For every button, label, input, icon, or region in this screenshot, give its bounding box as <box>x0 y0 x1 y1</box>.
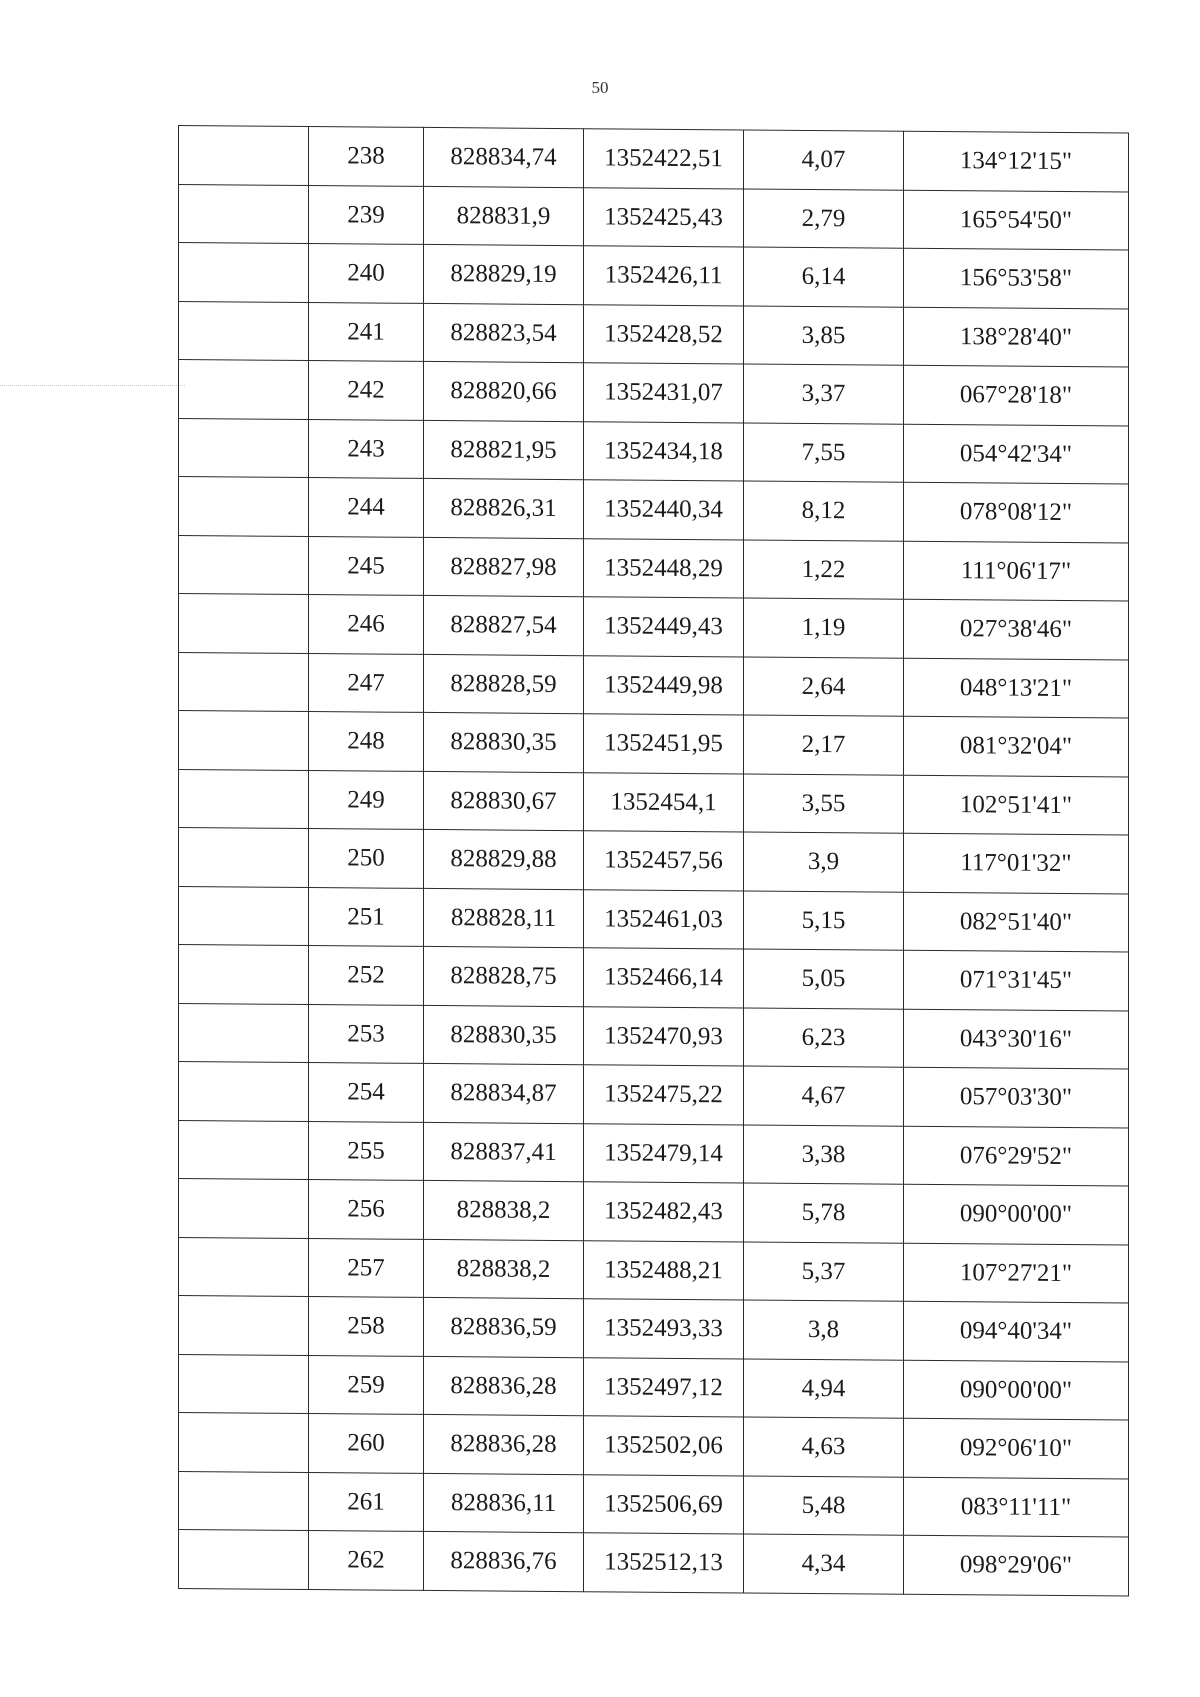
table-row <box>179 535 1129 601</box>
length-cell: 5,37 <box>744 1241 904 1301</box>
x-coordinate-cell: 828830,67 <box>424 771 584 831</box>
y-coordinate-cell: 1352426,11 <box>584 246 744 306</box>
empty-cell <box>179 243 309 303</box>
empty-cell <box>179 1062 309 1122</box>
y-coordinate-cell: 1352428,52 <box>584 304 744 364</box>
angle-cell: 156°53'58" <box>904 248 1129 308</box>
empty-cell <box>179 360 309 420</box>
length-cell: 2,17 <box>744 715 904 775</box>
x-coordinate-cell: 828836,59 <box>424 1297 584 1357</box>
length-cell: 5,05 <box>744 949 904 1009</box>
point-number-cell: 251 <box>309 887 424 946</box>
empty-cell <box>179 1530 309 1590</box>
y-coordinate-cell: 1352425,43 <box>584 187 744 247</box>
x-coordinate-cell: 828827,54 <box>424 595 584 655</box>
length-cell: 1,22 <box>744 539 904 599</box>
x-coordinate-cell: 828838,2 <box>424 1180 584 1240</box>
y-coordinate-cell: 1352479,14 <box>584 1123 744 1183</box>
y-coordinate-cell: 1352449,43 <box>584 597 744 657</box>
angle-cell: 082°51'40" <box>904 892 1129 952</box>
point-number-cell: 245 <box>309 536 424 595</box>
length-cell: 4,34 <box>744 1534 904 1594</box>
empty-cell <box>179 886 309 946</box>
y-coordinate-cell: 1352466,14 <box>584 948 744 1008</box>
length-cell: 2,64 <box>744 656 904 716</box>
y-coordinate-cell: 1352422,51 <box>584 129 744 189</box>
y-coordinate-cell: 1352488,21 <box>584 1240 744 1300</box>
point-number-cell: 256 <box>309 1180 424 1239</box>
page-number: 50 <box>591 78 609 97</box>
angle-cell: 076°29'52" <box>904 1126 1129 1186</box>
x-coordinate-cell: 828837,41 <box>424 1122 584 1182</box>
table-row <box>179 886 1129 952</box>
point-number-cell: 254 <box>309 1063 424 1122</box>
point-number-cell: 250 <box>309 829 424 888</box>
x-coordinate-cell: 828830,35 <box>424 712 584 772</box>
point-number-cell: 239 <box>309 185 424 244</box>
empty-cell <box>179 1179 309 1239</box>
table-row <box>179 945 1129 1011</box>
angle-cell: 027°38'46" <box>904 599 1129 659</box>
table-row <box>179 301 1129 367</box>
point-number-cell: 242 <box>309 361 424 420</box>
table-row <box>179 1062 1129 1128</box>
length-cell: 6,23 <box>744 1007 904 1067</box>
table-row <box>179 1413 1129 1479</box>
angle-cell: 081°32'04" <box>904 716 1129 776</box>
y-coordinate-cell: 1352434,18 <box>584 421 744 481</box>
angle-cell: 107°27'21" <box>904 1243 1129 1303</box>
table-row <box>179 126 1129 192</box>
table-row <box>179 769 1129 835</box>
y-coordinate-cell: 1352454,1 <box>584 772 744 832</box>
point-number-cell: 247 <box>309 653 424 712</box>
empty-cell <box>179 652 309 712</box>
angle-cell: 090°00'00" <box>904 1184 1129 1244</box>
length-cell: 3,37 <box>744 364 904 424</box>
angle-cell: 092°06'10" <box>904 1418 1129 1478</box>
angle-cell: 138°28'40" <box>904 307 1129 367</box>
angle-cell: 117°01'32" <box>904 833 1129 893</box>
y-coordinate-cell: 1352497,12 <box>584 1357 744 1417</box>
point-number-cell: 261 <box>309 1472 424 1531</box>
x-coordinate-cell: 828820,66 <box>424 361 584 421</box>
angle-cell: 078°08'12" <box>904 482 1129 542</box>
empty-cell <box>179 1003 309 1063</box>
empty-cell <box>179 418 309 478</box>
angle-cell: 111°06'17" <box>904 541 1129 601</box>
angle-cell: 134°12'15" <box>904 131 1129 191</box>
point-number-cell: 260 <box>309 1414 424 1473</box>
point-number-cell: 255 <box>309 1121 424 1180</box>
table-row <box>179 1471 1129 1537</box>
angle-cell: 054°42'34" <box>904 424 1129 484</box>
y-coordinate-cell: 1352457,56 <box>584 831 744 891</box>
point-number-cell: 238 <box>309 127 424 186</box>
point-number-cell: 259 <box>309 1355 424 1414</box>
table-row <box>179 477 1129 543</box>
length-cell: 2,79 <box>744 188 904 248</box>
table-row <box>179 1530 1129 1596</box>
angle-cell: 102°51'41" <box>904 775 1129 835</box>
length-cell: 4,67 <box>744 1066 904 1126</box>
point-number-cell: 244 <box>309 478 424 537</box>
point-number-cell: 262 <box>309 1531 424 1590</box>
length-cell: 5,48 <box>744 1475 904 1535</box>
empty-cell <box>179 1354 309 1414</box>
angle-cell: 057°03'30" <box>904 1067 1129 1127</box>
table-row <box>179 594 1129 660</box>
empty-cell <box>179 301 309 361</box>
table-row <box>179 652 1129 718</box>
y-coordinate-cell: 1352449,98 <box>584 655 744 715</box>
length-cell: 1,19 <box>744 598 904 658</box>
table-row <box>179 184 1129 250</box>
y-coordinate-cell: 1352482,43 <box>584 1182 744 1242</box>
angle-cell: 083°11'11" <box>904 1477 1129 1537</box>
empty-cell <box>179 1237 309 1297</box>
empty-cell <box>179 1413 309 1473</box>
y-coordinate-cell: 1352440,34 <box>584 480 744 540</box>
length-cell: 5,78 <box>744 1183 904 1243</box>
x-coordinate-cell: 828829,19 <box>424 244 584 304</box>
length-cell: 4,63 <box>744 1417 904 1477</box>
empty-cell <box>179 1296 309 1356</box>
length-cell: 7,55 <box>744 422 904 482</box>
length-cell: 5,15 <box>744 890 904 950</box>
y-coordinate-cell: 1352461,03 <box>584 889 744 949</box>
angle-cell: 043°30'16" <box>904 1009 1129 1069</box>
empty-cell <box>179 594 309 654</box>
empty-cell <box>179 184 309 244</box>
length-cell: 3,9 <box>744 832 904 892</box>
table-row <box>179 711 1129 777</box>
empty-cell <box>179 1120 309 1180</box>
x-coordinate-cell: 828821,95 <box>424 420 584 480</box>
angle-cell: 165°54'50" <box>904 190 1129 250</box>
angle-cell: 090°00'00" <box>904 1360 1129 1420</box>
y-coordinate-cell: 1352431,07 <box>584 363 744 423</box>
point-number-cell: 257 <box>309 1238 424 1297</box>
table-row <box>179 1354 1129 1420</box>
y-coordinate-cell: 1352451,95 <box>584 714 744 774</box>
y-coordinate-cell: 1352506,69 <box>584 1474 744 1534</box>
empty-cell <box>179 769 309 829</box>
x-coordinate-cell: 828831,9 <box>424 186 584 246</box>
point-number-cell: 241 <box>309 302 424 361</box>
y-coordinate-cell: 1352448,29 <box>584 538 744 598</box>
x-coordinate-cell: 828838,2 <box>424 1239 584 1299</box>
x-coordinate-cell: 828836,28 <box>424 1356 584 1416</box>
table-row <box>179 1003 1129 1069</box>
length-cell: 8,12 <box>744 481 904 541</box>
length-cell: 3,8 <box>744 1300 904 1360</box>
angle-cell: 098°29'06" <box>904 1535 1129 1595</box>
length-cell: 3,38 <box>744 1124 904 1184</box>
x-coordinate-cell: 828834,87 <box>424 1063 584 1123</box>
table-row <box>179 418 1129 484</box>
angle-cell: 094°40'34" <box>904 1301 1129 1361</box>
length-cell: 3,85 <box>744 305 904 365</box>
empty-cell <box>179 126 309 186</box>
angle-cell: 071°31'45" <box>904 950 1129 1010</box>
point-number-cell: 243 <box>309 419 424 478</box>
empty-cell <box>179 828 309 888</box>
table-row <box>179 243 1129 309</box>
y-coordinate-cell: 1352475,22 <box>584 1065 744 1125</box>
length-cell: 6,14 <box>744 247 904 307</box>
x-coordinate-cell: 828836,76 <box>424 1531 584 1591</box>
point-number-cell: 240 <box>309 244 424 303</box>
x-coordinate-cell: 828828,59 <box>424 654 584 714</box>
length-cell: 4,07 <box>744 130 904 190</box>
empty-cell <box>179 535 309 595</box>
point-number-cell: 249 <box>309 770 424 829</box>
x-coordinate-cell: 828823,54 <box>424 303 584 363</box>
y-coordinate-cell: 1352502,06 <box>584 1416 744 1476</box>
table-row <box>179 828 1129 894</box>
point-number-cell: 248 <box>309 712 424 771</box>
x-coordinate-cell: 828830,35 <box>424 1005 584 1065</box>
table-row <box>179 1120 1129 1186</box>
x-coordinate-cell: 828826,31 <box>424 478 584 538</box>
angle-cell: 067°28'18" <box>904 365 1129 425</box>
point-number-cell: 258 <box>309 1297 424 1356</box>
angle-cell: 048°13'21" <box>904 658 1129 718</box>
x-coordinate-cell: 828836,28 <box>424 1414 584 1474</box>
coordinates-table-body <box>179 126 1129 1596</box>
scan-artifact <box>0 385 185 386</box>
x-coordinate-cell: 828834,74 <box>424 127 584 187</box>
length-cell: 3,55 <box>744 773 904 833</box>
x-coordinate-cell: 828829,88 <box>424 829 584 889</box>
length-cell: 4,94 <box>744 1358 904 1418</box>
point-number-cell: 246 <box>309 595 424 654</box>
empty-cell <box>179 711 309 771</box>
x-coordinate-cell: 828827,98 <box>424 537 584 597</box>
x-coordinate-cell: 828828,11 <box>424 888 584 948</box>
point-number-cell: 253 <box>309 1004 424 1063</box>
x-coordinate-cell: 828828,75 <box>424 946 584 1006</box>
table-row <box>179 1296 1129 1362</box>
empty-cell <box>179 477 309 537</box>
point-number-cell: 252 <box>309 946 424 1005</box>
table-row <box>179 360 1129 426</box>
empty-cell <box>179 1471 309 1531</box>
coordinates-table <box>178 125 1129 1596</box>
table-row <box>179 1237 1129 1303</box>
y-coordinate-cell: 1352493,33 <box>584 1299 744 1359</box>
x-coordinate-cell: 828836,11 <box>424 1473 584 1533</box>
y-coordinate-cell: 1352470,93 <box>584 1006 744 1066</box>
empty-cell <box>179 945 309 1005</box>
y-coordinate-cell: 1352512,13 <box>584 1533 744 1593</box>
table-row <box>179 1179 1129 1245</box>
